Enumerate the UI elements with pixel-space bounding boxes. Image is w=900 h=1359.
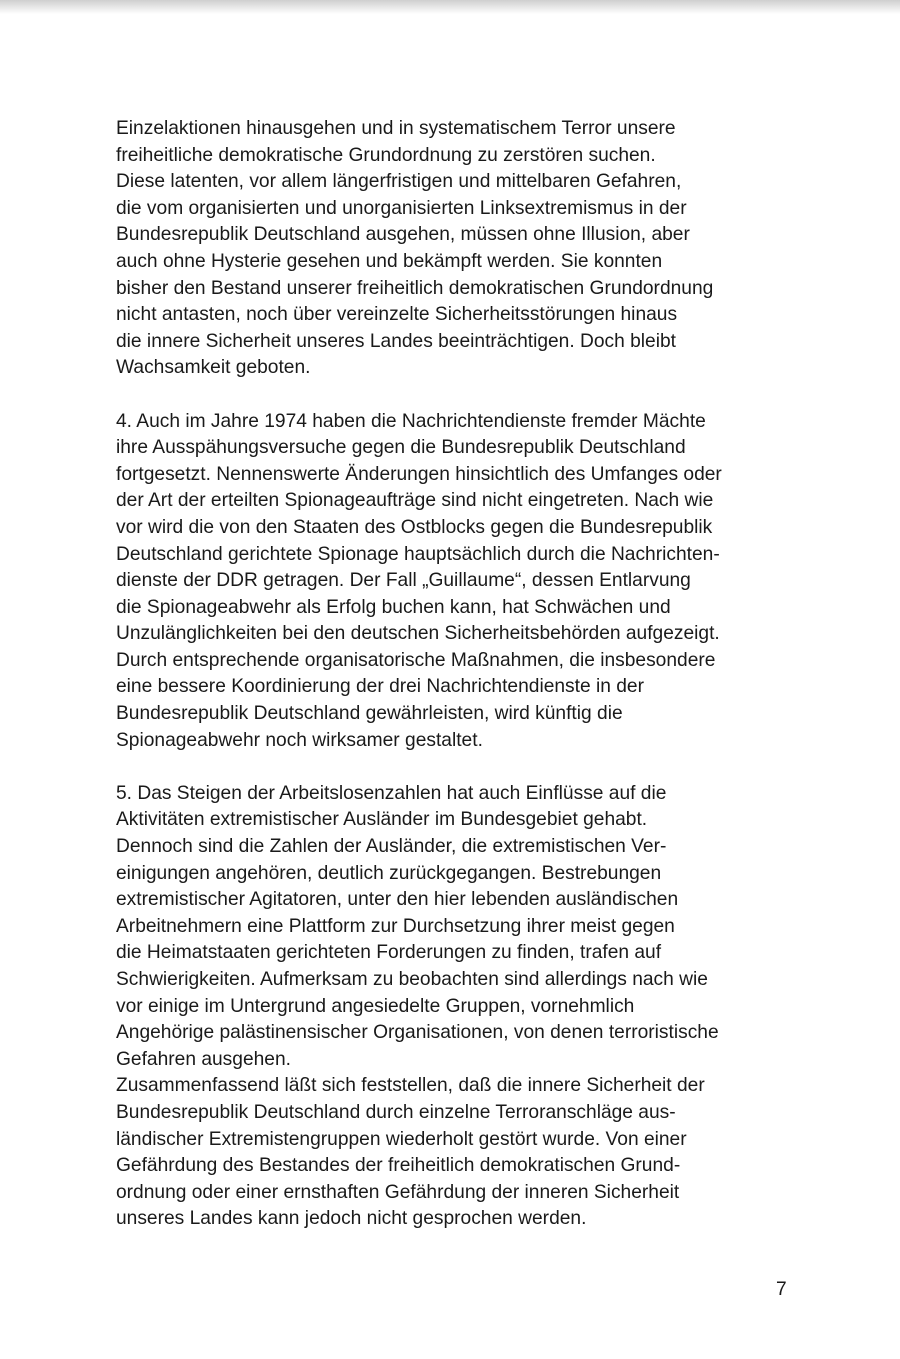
paragraph-gap bbox=[116, 754, 806, 781]
scan-top-edge bbox=[0, 0, 900, 14]
text-line: extremistischer Agitatoren, unter den hier lebenden ausländischen bbox=[116, 889, 679, 911]
text-line: bisher den Bestand unserer freiheitlich demokratischen Grundordnung bbox=[116, 277, 714, 299]
text-line: Arbeitnehmern eine Plattform zur Durchsetzung ihrer meist gegen bbox=[116, 915, 675, 937]
text-line: die Spionageabwehr als Erfolg buchen kann, hat Schwächen und bbox=[116, 596, 671, 618]
paragraph-2 bbox=[116, 409, 806, 755]
text-line: die vom organisierten und unorganisierten Linksextremismus in der bbox=[116, 197, 687, 219]
text-line: Einzelaktionen hinausgehen und in systematischem Terror unsere bbox=[116, 118, 676, 139]
text-line: der Art der erteilten Spionageaufträge sind nicht eingetreten. Nach wie bbox=[116, 490, 714, 512]
text-line: ländischer Extremistengruppen wiederholt gestört wurde. Von einer bbox=[116, 1128, 687, 1150]
text-line: 5. Das Steigen der Arbeitslosenzahlen hat auch Einflüsse auf die bbox=[116, 782, 667, 804]
page-number: 7 bbox=[776, 1279, 787, 1300]
text-line: Diese latenten, vor allem längerfristigen und mittelbaren Gefahren, bbox=[116, 171, 682, 193]
text-line: ihre Ausspähungsversuche gegen die Bundesrepublik Deutschland bbox=[116, 437, 686, 459]
text-line: Angehörige palästinensischer Organisationen, von denen terroristische bbox=[116, 1022, 719, 1044]
text-line: Durch entsprechende organisatorische Maßnahmen, die insbesondere bbox=[116, 649, 716, 671]
text-line: Zusammenfassend läßt sich feststellen, daß die innere Sicherheit der bbox=[116, 1075, 705, 1097]
text-line: Gefährdung des Bestandes der freiheitlich demokratischen Grund- bbox=[116, 1155, 681, 1177]
text-line: Gefahren ausgehen. bbox=[116, 1048, 291, 1070]
text-line: auch ohne Hysterie gesehen und bekämpft werden. Sie konnten bbox=[116, 250, 663, 272]
text-line: freiheitliche demokratische Grundordnung zu zerstören suchen. bbox=[116, 144, 656, 166]
paragraph-gap bbox=[116, 382, 806, 409]
text-line: Unzulänglichkeiten bei den deutschen Sicherheitsbehörden aufgezeigt. bbox=[116, 623, 720, 645]
text-line: dienste der DDR getragen. Der Fall „Guillaume“, dessen Entlarvung bbox=[116, 570, 691, 592]
body-text bbox=[116, 116, 806, 1233]
text-line: Spionageabwehr noch wirksamer gestaltet. bbox=[116, 729, 483, 751]
text-line: nicht antasten, noch über vereinzelte Sicherheitsstörungen hinaus bbox=[116, 304, 678, 326]
paragraph-3 bbox=[116, 781, 806, 1074]
text-line: vor einige im Untergrund angesiedelte Gruppen, vornehmlich bbox=[116, 995, 635, 1017]
paragraph-1 bbox=[116, 116, 806, 382]
text-line: einigungen angehören, deutlich zurückgegangen. Bestrebungen bbox=[116, 862, 662, 884]
text-line: die Heimatstaaten gerichteten Forderungen zu finden, trafen auf bbox=[116, 942, 662, 964]
text-line: die innere Sicherheit unseres Landes beeinträchtigen. Doch bleibt bbox=[116, 330, 676, 352]
text-line: vor wird die von den Staaten des Ostblocks gegen die Bundesrepublik bbox=[116, 516, 713, 538]
text-line: ordnung oder einer ernsthaften Gefährdung der inneren Sicherheit bbox=[116, 1181, 680, 1203]
text-line: unseres Landes kann jedoch nicht gesprochen werden. bbox=[116, 1208, 587, 1230]
text-line: Dennoch sind die Zahlen der Ausländer, die extremistischen Ver- bbox=[116, 836, 667, 858]
text-line: fortgesetzt. Nennenswerte Änderungen hinsichtlich des Umfanges oder bbox=[116, 463, 722, 485]
text-line: Schwierigkeiten. Aufmerksam zu beobachten sind allerdings nach wie bbox=[116, 969, 708, 990]
text-line: Deutschland gerichtete Spionage hauptsächlich durch die Nachrichten- bbox=[116, 543, 720, 565]
text-line: Bundesrepublik Deutschland gewährleisten, wird künftig die bbox=[116, 703, 623, 725]
text-line: Bundesrepublik Deutschland durch einzelne Terroranschläge aus- bbox=[116, 1101, 676, 1123]
paragraph-4 bbox=[116, 1073, 806, 1233]
text-line: Bundesrepublik Deutschland ausgehen, müssen ohne Illusion, aber bbox=[116, 224, 690, 246]
text-line: eine bessere Koordinierung der drei Nachrichtendienste in der bbox=[116, 676, 644, 698]
text-line: Wachsamkeit geboten. bbox=[116, 357, 311, 379]
text-line: Aktivitäten extremistischer Ausländer im Bundesgebiet gehabt. bbox=[116, 809, 648, 831]
text-line: 4. Auch im Jahre 1974 haben die Nachrichtendienste fremder Mächte bbox=[116, 410, 706, 432]
